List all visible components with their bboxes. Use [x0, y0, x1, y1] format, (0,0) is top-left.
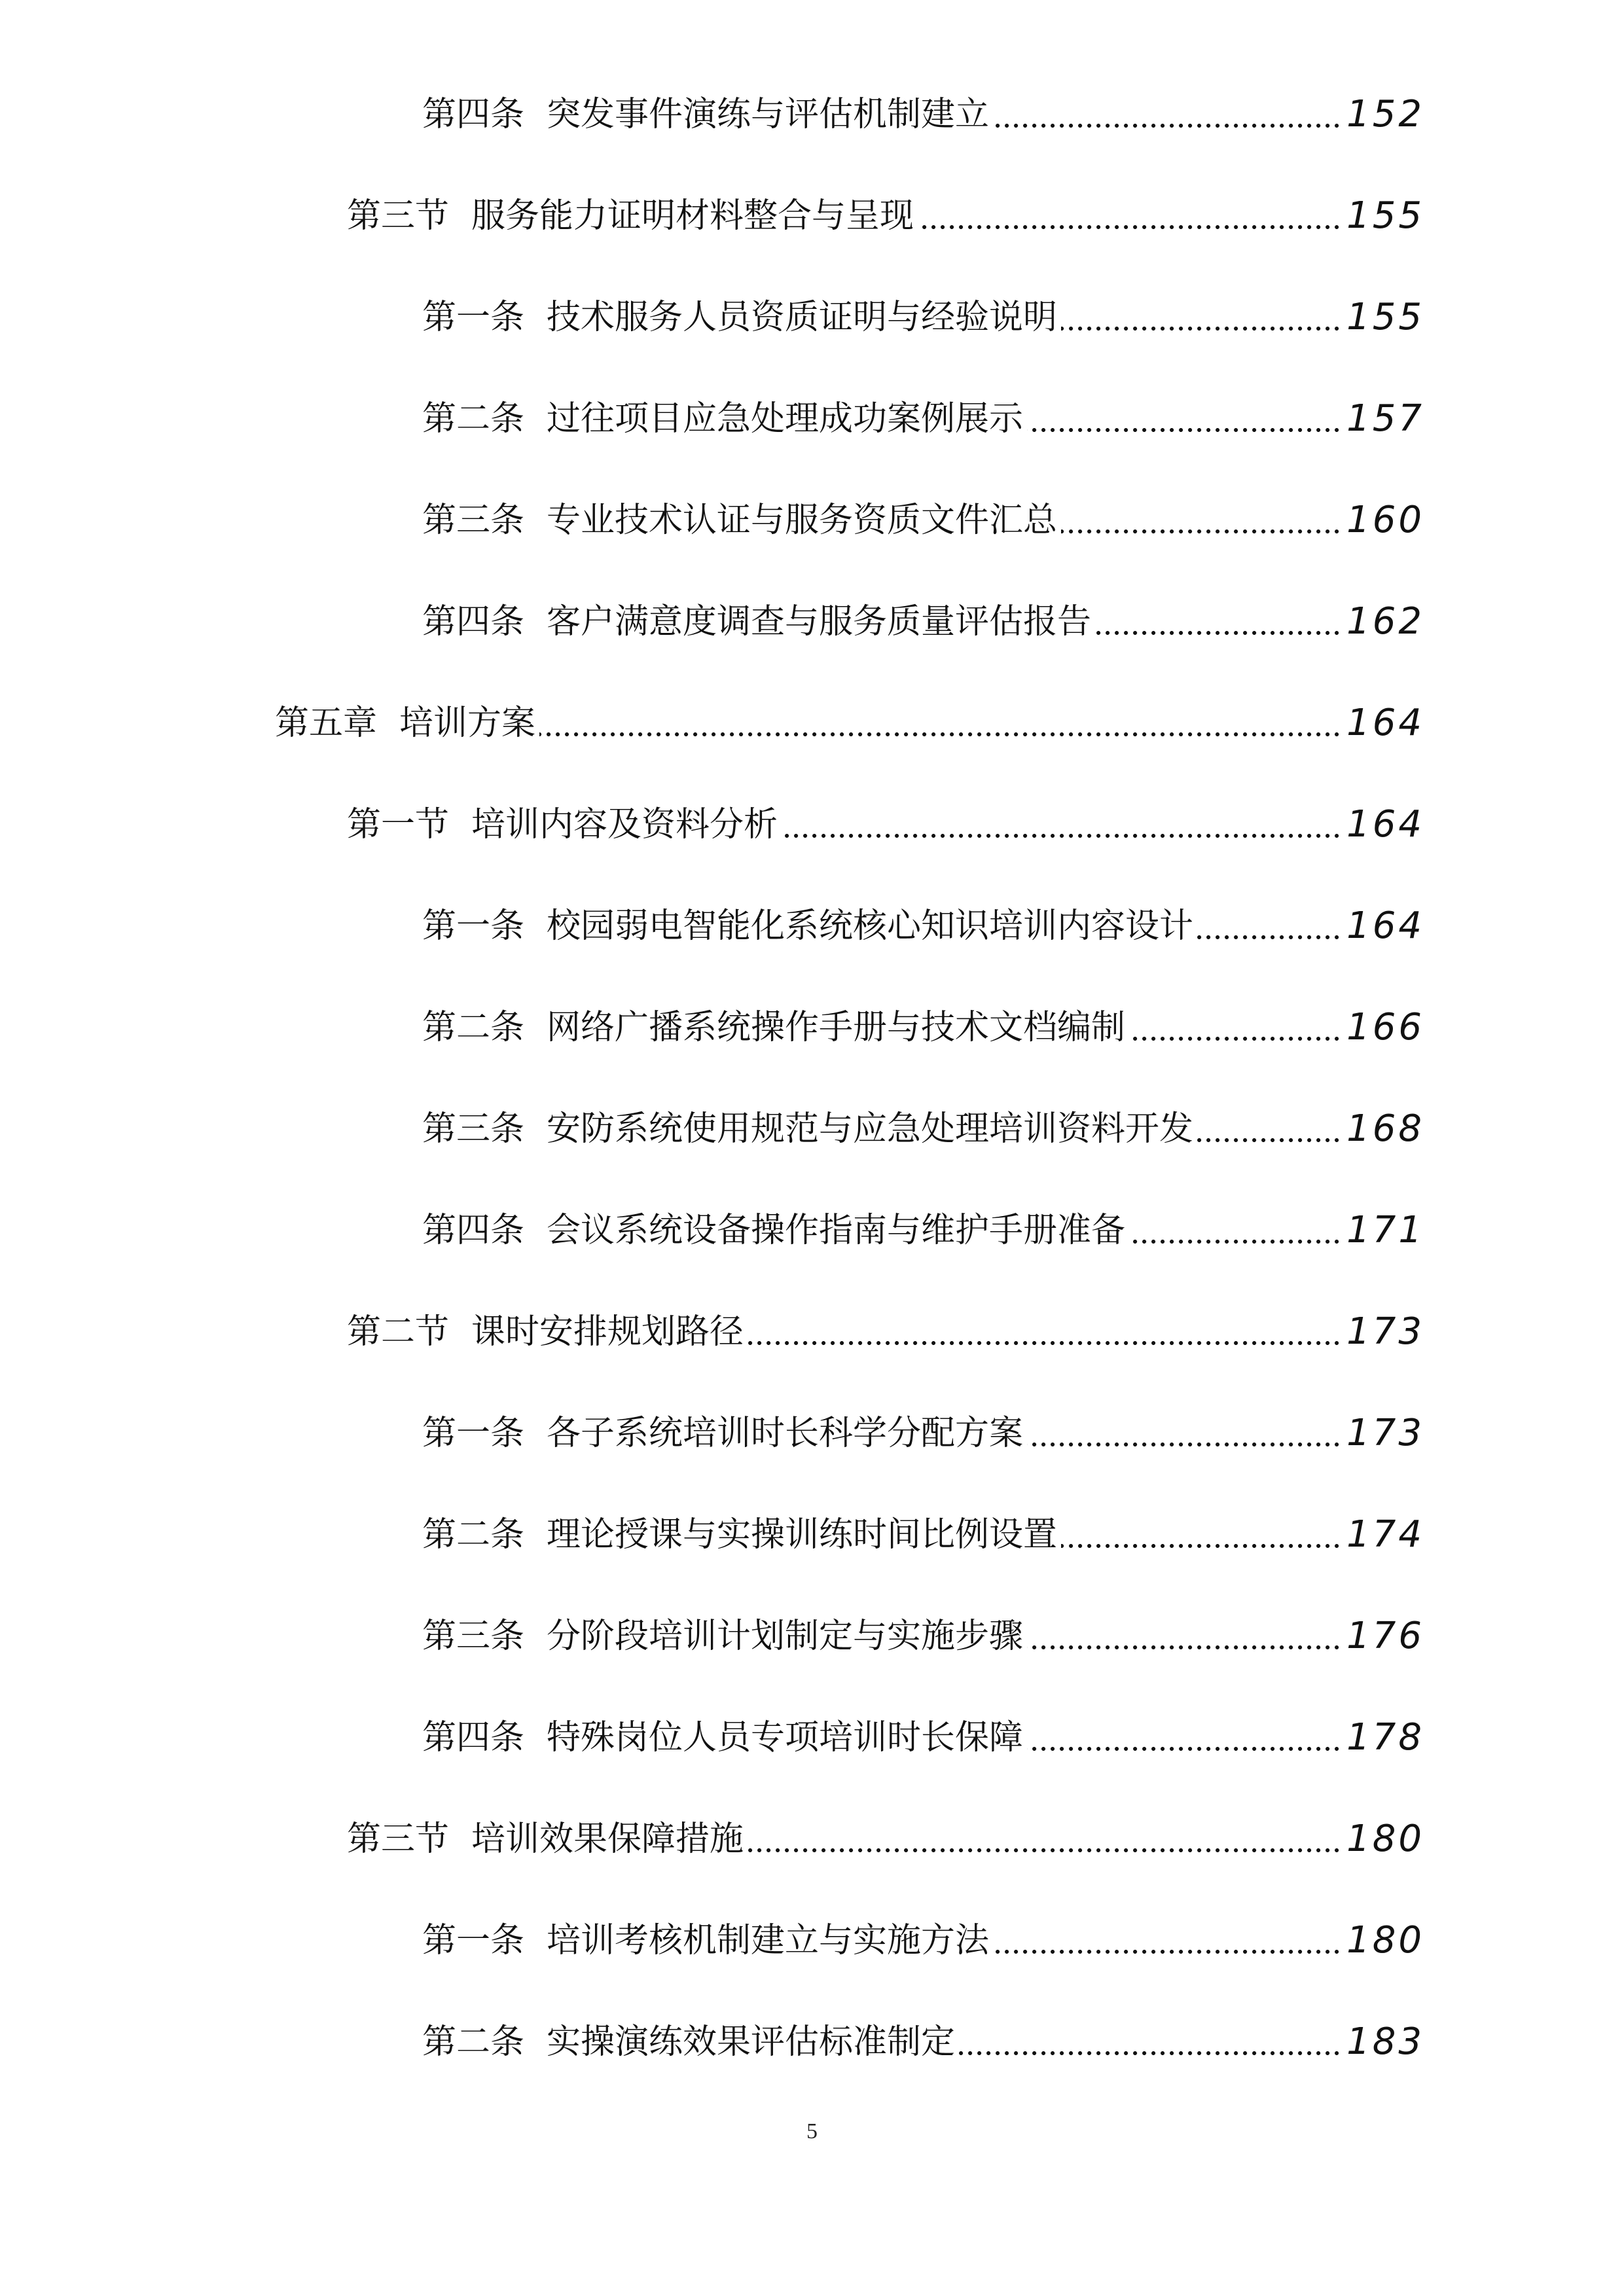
toc-entry-label: [422, 1921, 990, 1960]
toc-entry[interactable]: [422, 383, 1424, 455]
toc-entry-title: 课时安排规划路径: [471, 1312, 744, 1352]
toc-entry-title: 分阶段培训计划制定与实施步骤: [547, 1617, 1024, 1656]
toc-entry-page: 174: [1346, 1513, 1424, 1556]
toc-entry[interactable]: [275, 687, 1424, 759]
toc-entry-title: 特殊岗位人员专项培训时长保障: [547, 1718, 1024, 1757]
toc-entry[interactable]: [422, 1905, 1424, 1977]
toc-entry-number: 第二条: [422, 2022, 525, 2062]
toc-entry-number: 第四条: [422, 602, 525, 641]
dot-leader: [1197, 1136, 1341, 1144]
toc-entry-page: 157: [1346, 397, 1424, 440]
dot-leader: [1027, 1745, 1341, 1753]
toc-entry-label: [422, 1718, 1024, 1757]
toc-entry-number: 第五章: [275, 704, 378, 743]
toc-entry-title: 网络广播系统操作手册与技术文档编制: [547, 1008, 1126, 1047]
toc-entry-page: 168: [1346, 1107, 1424, 1150]
toc-entry-number: 第二条: [422, 1008, 525, 1047]
toc-entry-page: 164: [1346, 702, 1424, 744]
toc-entry-label: [275, 704, 536, 743]
toc-entry-label: [347, 805, 778, 844]
toc-entry-label: [347, 1312, 744, 1352]
dot-leader: [1197, 933, 1341, 941]
toc-entry-title: 安防系统使用规范与应急处理培训资料开发: [547, 1109, 1194, 1149]
toc-entry-number: 第四条: [422, 1211, 525, 1250]
toc-entry-label: [422, 1617, 1024, 1656]
dot-leader: [1095, 629, 1341, 637]
toc-entry[interactable]: [347, 1803, 1424, 1875]
toc-entry-page: 178: [1346, 1716, 1424, 1759]
dot-leader: [539, 730, 1341, 738]
toc-entry[interactable]: [422, 1194, 1424, 1266]
toc-entry-title: 突发事件演练与评估机制建立: [547, 95, 990, 134]
dot-leader: [993, 122, 1341, 130]
toc-entry-title: 培训效果保障措施: [471, 1820, 744, 1859]
toc-entry-label: [422, 1515, 1058, 1554]
toc-entry-label: [422, 1109, 1194, 1149]
dot-leader: [959, 2049, 1341, 2057]
toc-entry-title: 技术服务人员资质证明与经验说明: [547, 298, 1058, 337]
toc-entry-page: 173: [1346, 1310, 1424, 1353]
toc-entry[interactable]: [422, 79, 1424, 151]
toc-entry[interactable]: [422, 2006, 1424, 2078]
toc-entry-number: 第一条: [422, 1414, 525, 1453]
toc-entry[interactable]: [422, 1702, 1424, 1774]
toc-entry-page: 155: [1346, 194, 1424, 237]
toc-entry-page: 171: [1346, 1209, 1424, 1251]
toc-entry-title: 客户满意度调查与服务质量评估报告: [547, 602, 1092, 641]
toc-entry-number: 第三条: [422, 1109, 525, 1149]
toc-entry-label: [422, 1414, 1024, 1453]
toc-entry-title: 培训方案: [399, 704, 536, 743]
toc-entry-label: [422, 1008, 1126, 1047]
toc-entry-number: 第二节: [347, 1312, 450, 1352]
dot-leader: [1129, 1035, 1341, 1043]
dot-leader: [1129, 1238, 1341, 1246]
toc-entry-page: 180: [1346, 1818, 1424, 1860]
toc-entry-title: 服务能力证明材料整合与呈现: [471, 196, 914, 236]
toc-entry-title: 培训考核机制建立与实施方法: [547, 1921, 990, 1960]
dot-leader: [1061, 1542, 1341, 1550]
toc-entry-title: 校园弱电智能化系统核心知识培训内容设计: [547, 906, 1194, 946]
dot-leader: [748, 1846, 1341, 1854]
toc-entry[interactable]: [422, 1093, 1424, 1165]
toc-entry-label: [422, 298, 1058, 337]
toc-entry-label: [422, 95, 990, 134]
dot-leader: [782, 832, 1341, 840]
toc-entry-label: [422, 602, 1092, 641]
toc-entry-number: 第三条: [422, 1617, 525, 1656]
toc-entry[interactable]: [347, 180, 1424, 252]
toc-entry-number: 第三节: [347, 196, 450, 236]
toc-entry-page: 160: [1346, 499, 1424, 541]
toc-entry-label: [422, 501, 1058, 540]
toc-entry-number: 第一条: [422, 298, 525, 337]
toc-entry[interactable]: [422, 1397, 1424, 1469]
toc-entry-number: 第一条: [422, 906, 525, 946]
toc-entry-label: [422, 1211, 1126, 1250]
dot-leader: [918, 223, 1341, 231]
toc-entry-number: 第一节: [347, 805, 450, 844]
toc-entry[interactable]: [422, 1499, 1424, 1571]
toc-entry-number: 第二条: [422, 1515, 525, 1554]
page-number: 5: [806, 2119, 818, 2144]
toc-entry-label: [347, 196, 914, 236]
dot-leader: [748, 1339, 1341, 1347]
toc-entry[interactable]: [422, 890, 1424, 962]
toc-entry[interactable]: [422, 586, 1424, 658]
toc-entry-label: [422, 2022, 956, 2062]
toc-entry[interactable]: [347, 789, 1424, 861]
toc-entry-number: 第四条: [422, 1718, 525, 1757]
toc-entry-number: 第二条: [422, 399, 525, 439]
toc-entry-label: [347, 1820, 744, 1859]
toc-entry-title: 实操演练效果评估标准制定: [547, 2022, 956, 2062]
toc-entry-number: 第三条: [422, 501, 525, 540]
toc-entry-title: 过往项目应急处理成功案例展示: [547, 399, 1024, 439]
toc-entry[interactable]: [422, 1600, 1424, 1672]
toc-entry-number: 第三节: [347, 1820, 450, 1859]
toc-entry-title: 各子系统培训时长科学分配方案: [547, 1414, 1024, 1453]
toc-entry-page: 162: [1346, 600, 1424, 643]
dot-leader: [1027, 426, 1341, 434]
dot-leader: [1027, 1643, 1341, 1651]
toc-entry-page: 164: [1346, 905, 1424, 947]
toc-entry-page: 180: [1346, 1919, 1424, 1962]
dot-leader: [1061, 325, 1341, 332]
toc-entry-number: 第四条: [422, 95, 525, 134]
toc-entry-page: 183: [1346, 2020, 1424, 2063]
toc-entry-page: 166: [1346, 1006, 1424, 1049]
toc-entry-page: 155: [1346, 296, 1424, 338]
toc-entry-title: 理论授课与实操训练时间比例设置: [547, 1515, 1058, 1554]
toc-entry[interactable]: [347, 1296, 1424, 1368]
dot-leader: [993, 1948, 1341, 1956]
toc-entry[interactable]: [422, 484, 1424, 556]
toc-entry-title: 培训内容及资料分析: [471, 805, 778, 844]
toc-entry-title: 会议系统设备操作指南与维护手册准备: [547, 1211, 1126, 1250]
toc-entry[interactable]: [422, 281, 1424, 353]
toc-entry-label: [422, 906, 1194, 946]
toc-entry-page: 173: [1346, 1412, 1424, 1454]
toc-entry-label: [422, 399, 1024, 439]
toc-entry-page: 152: [1346, 93, 1424, 135]
toc-entry[interactable]: [422, 992, 1424, 1064]
toc-entry-page: 176: [1346, 1615, 1424, 1657]
dot-leader: [1061, 528, 1341, 535]
toc-entry-page: 164: [1346, 803, 1424, 846]
toc-entry-number: 第一条: [422, 1921, 525, 1960]
dot-leader: [1027, 1441, 1341, 1448]
toc-entry-title: 专业技术认证与服务资质文件汇总: [547, 501, 1058, 540]
